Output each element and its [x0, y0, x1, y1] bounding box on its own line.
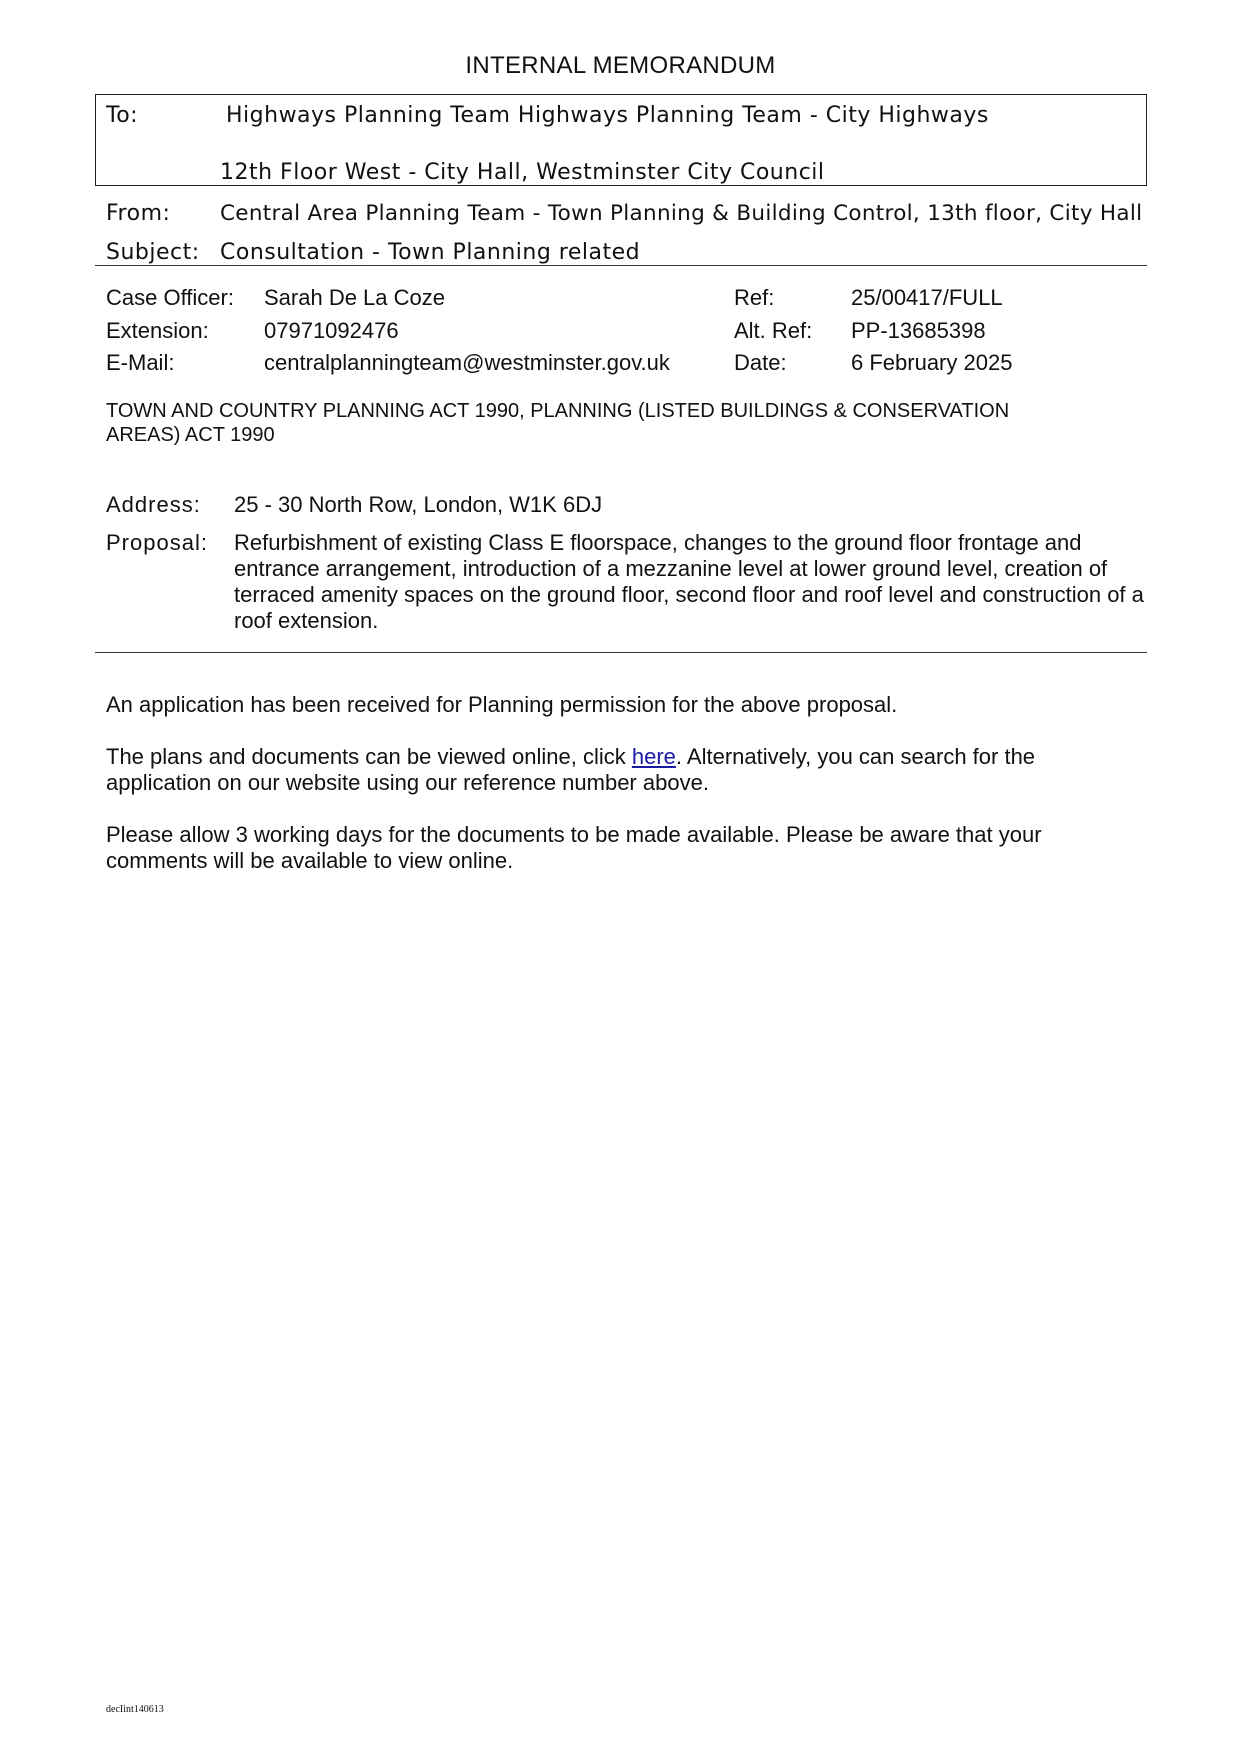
body-paragraph-3: Please allow 3 working days for the documents to be made available. Please be aware that your comments will be available to view online.	[106, 822, 1042, 873]
subject-label: Subject:	[106, 240, 200, 265]
to-label: To:	[106, 103, 139, 128]
para2-text-before: The plans and documents can be viewed online, click	[106, 744, 632, 769]
body-paragraph-2	[106, 744, 1146, 796]
documents-link[interactable]: here	[631, 744, 676, 769]
case-officer-value: Sarah De La Coze	[264, 285, 445, 310]
email-label: E-Mail:	[106, 350, 175, 375]
case-officer-label: Case Officer:	[106, 285, 234, 310]
body-paragraph-1: An application has been received for Planning permission for the above proposal.	[106, 692, 898, 717]
address-value: 25 - 30 North Row, London, W1K 6DJ	[234, 492, 603, 517]
from-value: Central Area Planning Team - Town Planning & Building Control, 13th floor, City Hall	[220, 201, 1143, 226]
footer-code: decIint140613	[106, 1704, 164, 1715]
ref-value: 25/00417/FULL	[851, 285, 1003, 310]
date-value: 6 February 2025	[851, 350, 1013, 375]
para2-text-after: . Alternatively, you can search for the application on our website using our reference number above.	[106, 744, 1036, 795]
alt-ref-value: PP-13685398	[851, 318, 986, 343]
address-label: Address:	[106, 492, 201, 517]
extension-label: Extension:	[106, 318, 209, 343]
date-label: Date:	[734, 350, 787, 375]
proposal-label: Proposal:	[106, 530, 208, 555]
act-line-2: AREAS) ACT 1990	[106, 424, 275, 446]
from-label: From:	[106, 201, 171, 226]
divider-bottom	[95, 652, 1147, 653]
act-line-1: TOWN AND COUNTRY PLANNING ACT 1990, PLANNING (LISTED BUILDINGS & CONSERVATION	[106, 400, 1010, 422]
alt-ref-label: Alt. Ref:	[734, 318, 813, 343]
ref-label: Ref:	[734, 285, 775, 310]
subject-value: Consultation - Town Planning related	[220, 240, 641, 265]
to-line-1: Highways Planning Team Highways Planning Team - City Highways	[226, 103, 989, 128]
divider-top	[95, 265, 1147, 266]
email-value: centralplanningteam@westminster.gov.uk	[264, 350, 670, 375]
memo-title: INTERNAL MEMORANDUM	[465, 52, 776, 79]
proposal-value: Refurbishment of existing Class E floorspace, changes to the ground floor frontage and entrance arrangement, introduction of a mezzanine level at lower ground level, creation of terraced amenity spaces on the ground floor, second floor and roof level and construction of a roof extension.	[234, 530, 1144, 633]
to-line-2: 12th Floor West - City Hall, Westminster City Council	[220, 160, 825, 185]
extension-value: 07971092476	[264, 318, 399, 343]
